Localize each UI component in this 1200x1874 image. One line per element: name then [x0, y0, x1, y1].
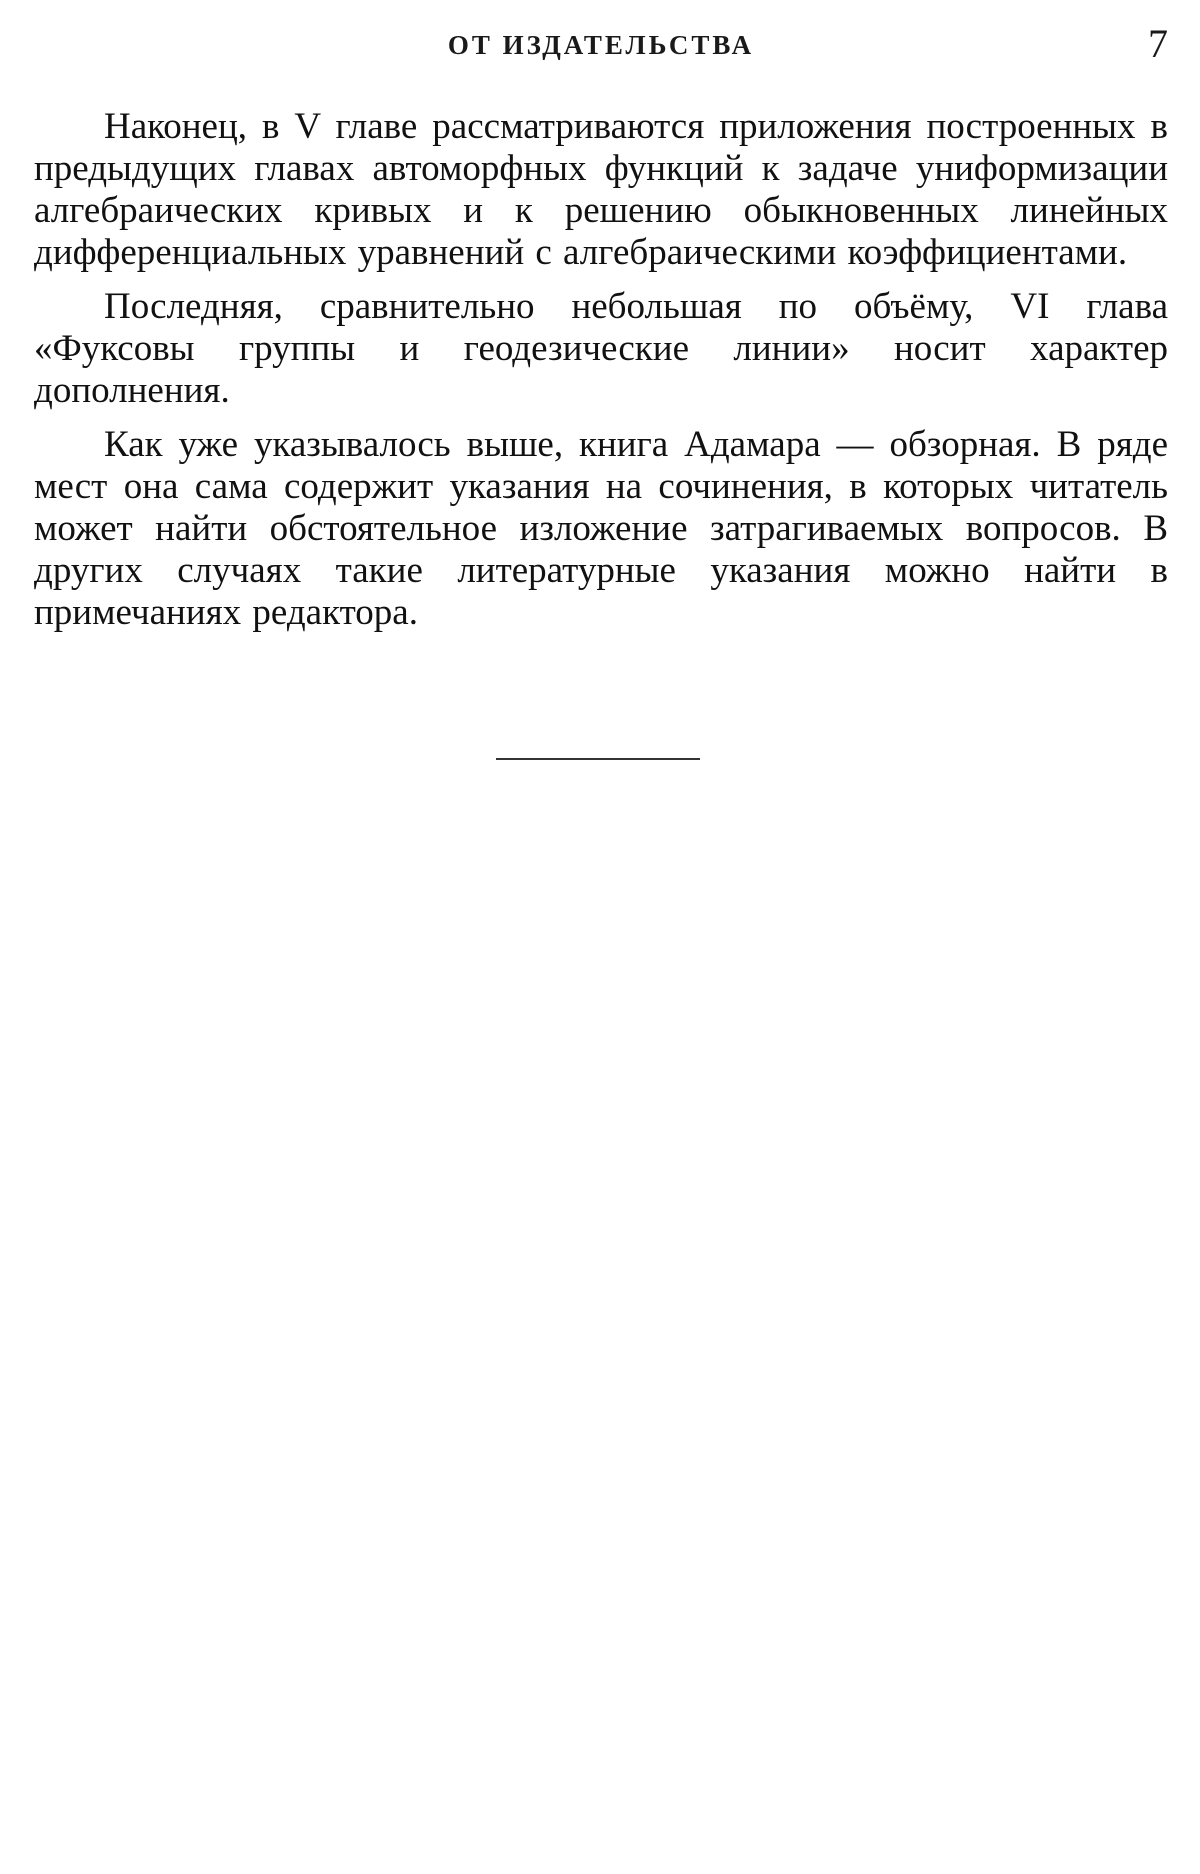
section-end-rule: [496, 758, 700, 760]
running-header: [34, 22, 1168, 70]
running-title: ОТ ИЗДАТЕЛЬСТВА: [447, 30, 755, 60]
paragraph-chapter-v: Наконец, в V главе рассматриваются приложения построенных в предыдущих главах автоморфных функций к задаче униформизации алгебраических кривых и к решению обыкновенных линейных дифференциальных уравнений с алгебраическими коэффициентами.: [34, 106, 1168, 273]
body-text: [34, 106, 1168, 634]
book-page: [34, 22, 1168, 646]
paragraph-chapter-vi: Последняя, сравнительно небольшая по объёму, VI глава «Фуксовы группы и геодезические линии» носит характер дополнения.: [34, 286, 1168, 411]
paragraph-references: Как уже указывалось выше, книга Адамара — обзорная. В ряде мест она сама содержит указания на сочинения, в которых читатель может найти обстоятельное изложение затрагиваемых вопросов. В других случаях такие литературные указания можно найти в примечаниях редактора.: [34, 424, 1168, 633]
page-number: 7: [1148, 21, 1168, 66]
